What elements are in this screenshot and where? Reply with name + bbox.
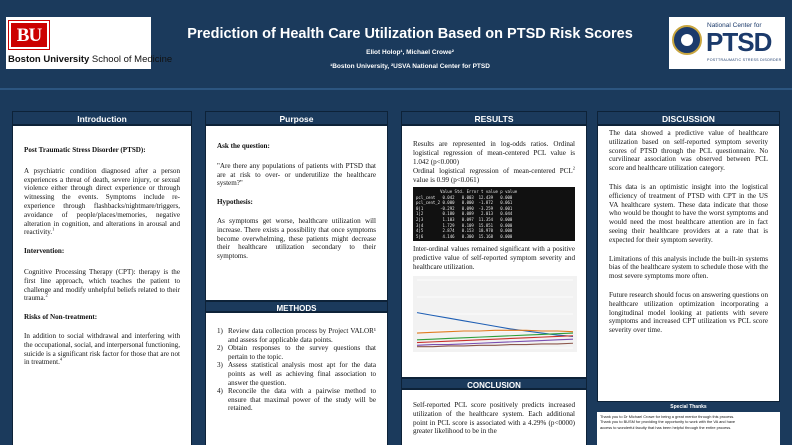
ptsd-logo-sub: POSTTRAUMATIC STRESS DISORDER — [707, 58, 782, 62]
discussion-text-1: The data showed a predictive value of healthcare utilization based on self-reported symptom severity scores of PTSD through the PCL questionnaire. No curvilinear association was observed between PCL score and healthcare utilization category. — [609, 129, 768, 173]
thanks-heading: Special Thanks — [597, 403, 780, 412]
discussion-text-4: Future research should focus on answering questions on healthcare utilization optimization incorporating a longitudinal model looking at patients with severe symptoms and increased CPT utilization vs PCL score severity over time. — [609, 290, 768, 335]
probability-chart-svg — [413, 276, 577, 352]
intro-risks-text: In addition to social withdrawal and interfering with the occupational, social, and interpersonal functioning, suicide is a significant risk factor for those that are not in treatment.$^4$ — [24, 331, 180, 367]
results-text-3: Inter-ordinal values remained significant with a positive predictive value of self-reported symptom severity and healthcare utilization. — [413, 245, 575, 271]
discussion-text-3: Limitations of this analysis include the built-in systems bias of the healthcare system to schedule those with the most severe symptoms more often. — [609, 254, 768, 281]
thanks-panel — [597, 403, 780, 445]
intro-ptsd-heading: Post Traumatic Stress Disorder (PTSD): — [24, 146, 146, 154]
discussion-panel — [597, 111, 780, 402]
introduction-heading: Introduction — [13, 112, 191, 126]
intro-risks-heading: Risks of Non-treatment: — [24, 313, 98, 322]
methods-heading: METHODS — [206, 300, 387, 313]
methods-item: 4) Reconcile the data with a pairwise method to ensure that maximal power of the study will be retained. — [217, 387, 376, 413]
discussion-text-2: This data is an optimistic insight into the logistical efficiency of treatment of PTSD with CPT in the US VA healthcare system. These data indicate that those who would be thought to have the worst symptoms and would need the most healthcare attention are in fact seeing their healthcare providers at a rate that is expected for their symptom severity. — [609, 182, 768, 244]
results-text-1: Results are represented in log-odds ratios. Ordinal logistical regression of mean-centered PCL value is 1.042 (p<0.000) — [413, 140, 575, 166]
methods-item: 1) Review data collection process by Project VALOR¹ and assess for applicable data points. — [217, 327, 376, 344]
discussion-heading: DISCUSSION — [598, 112, 779, 126]
intro-ptsd-text: A psychiatric condition diagnosed after a person experiences a threat of death, severe injury, or sexual violence either through direct experience or through witnessing the events. Symptoms include re-experience through flashbacks/nightmare/triggers, avoidance of people/places/memories, negative alteration in cognition, and alterations in arousal and reactivity.$^1$ — [24, 166, 180, 237]
intro-intervention-text: Cognitive Processing Therapy (CPT): therapy is the first line approach, which teaches the patient to challenge and modify unhelpful beliefs related to their trauma.$^2$ — [24, 267, 180, 303]
bu-logo — [6, 17, 173, 69]
purpose-question-heading: Ask the question: — [217, 142, 270, 150]
methods-list — [206, 313, 387, 413]
poster-affiliations: ¹Boston University, ²USVA National Center for PTSD — [330, 63, 490, 70]
results-text-2: Ordinal logistical regression of mean-centered PCL$^2$ value is 0.99 (p<0.061) — [413, 166, 575, 185]
poster-title: Prediction of Health Care Utilization Based on PTSD Risk Scores — [187, 26, 633, 42]
results-heading: RESULTS — [402, 112, 586, 126]
methods-item: 2) Obtain responses to the survey questions that pertain to the topic. — [217, 344, 376, 361]
introduction-panel — [12, 111, 192, 445]
ptsd-logo-word: PTSD — [706, 27, 772, 57]
intro-intervention-heading: Intervention: — [24, 247, 65, 256]
bu-logo-mark: BU — [9, 21, 49, 49]
regression-table: Value Std. Error t value p value pcl_cent 0.042 0.003 12.439 0.000 pcl_cent_2 0.000 0.000 -1.872 0.061 0|1 -0.292 0.090 -3.259 0.001 1|2 0.180 0.089 2.013 0.044 2|3 1.103 0.097 11.354 0.000 3|4 1.729 0.109 15.851 0.000 4|5 2.874 0.153 18.970 0.000 5|6 4.146 0.300 15.168 0.000 — [413, 187, 575, 241]
bu-logo-text: Boston University School of Medicine — [8, 54, 173, 65]
poster-header — [0, 0, 792, 103]
purpose-hypothesis-heading: Hypothesis: — [217, 198, 253, 207]
purpose-question-text: "Are there any populations of patients with PTSD that are at risk to over- or underutilize the healthcare system?" — [217, 161, 376, 188]
conclusion-heading: CONCLUSION — [402, 377, 586, 390]
va-seal-icon — [672, 25, 702, 55]
thanks-text: Thank you to Dr Michael Crowe for being a great mentor through this process. Thank you to BUSM for providing the opportunity to work with the VA and have access to wonderful faculty that has been helpful through the entire process. — [600, 414, 736, 430]
poster-authors: Eliot Holop¹, Michael Crowe² — [366, 49, 454, 56]
purpose-heading: Purpose — [206, 112, 387, 126]
purpose-hypothesis-text: As symptoms get worse, healthcare utilization will increase. There exists a possibility that once symptoms become overwhelming, these patients might decrease their healthcare utilization secondary to their symptoms. — [217, 216, 376, 261]
methods-item: 3) Assess statistical analysis most apt for the data points as well as achieving final association to answer the question. — [217, 361, 376, 387]
purpose-panel — [205, 111, 388, 445]
probability-chart — [413, 276, 575, 352]
header-divider — [0, 88, 792, 90]
ptsd-logo — [669, 17, 785, 69]
ptsd-logo-top: National Center for — [707, 22, 762, 29]
conclusion-text: Self-reported PCL score positively predicts increased utilization of the healthcare system. Each additional point in PCL score is associated with a 4.29% (p<0000) greater likelihood to be in the — [413, 401, 575, 436]
results-panel — [401, 111, 587, 445]
